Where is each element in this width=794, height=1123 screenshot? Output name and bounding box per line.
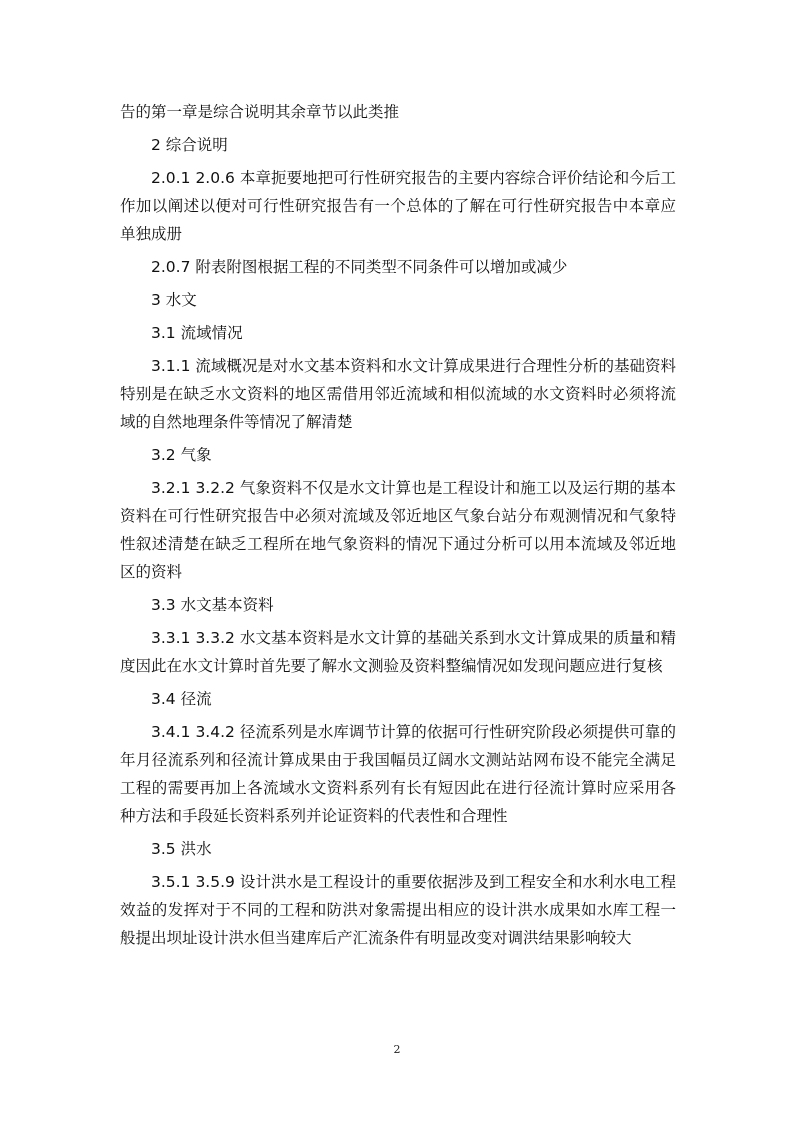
paragraph-3-5-1: 3.5.1 3.5.9 设计洪水是工程设计的重要依据涉及到工程安全和水利水电工程效益的发挥对于不同的工程和防洪对象需提出相应的设计洪水成果如水库工程一般提出坝址设计洪水但当建库后产汇流条件有明显改变对调洪结果影响较大	[120, 873, 676, 947]
heading-section-3-3: 3.3 水文基本资料	[151, 596, 274, 614]
paragraph-3-1-1: 3.1.1 流域概况是对水文基本资料和水文计算成果进行合理性分析的基础资料特别是在缺乏水文资料的地区需借用邻近流域和相似流域的水文资料时必须将流域的自然地理条件等情况了解清楚	[120, 357, 676, 431]
heading-section-3-1: 3.1 流域情况	[151, 324, 243, 342]
paragraph-continuation: 告的第一章是综合说明其余章节以此类推	[120, 103, 400, 121]
heading-section-3-2: 3.2 气象	[151, 446, 212, 464]
paragraph-3-4-1: 3.4.1 3.4.2 径流系列是水库调节计算的依据可行性研究阶段必须提供可靠的年月径流系列和径流计算成果由于我国幅员辽阔水文测站站网布设不能完全满足工程的需要再加上各流域水文资料系列有长有短因此在进行径流计算时应采用各种方法和手段延长资料系列并论证资料的代表性和合理性	[120, 723, 676, 825]
paragraph-3-2-1: 3.2.1 3.2.2 气象资料不仅是水文计算也是工程设计和施工以及运行期的基本资料在可行性研究报告中必须对流域及邻近地区气象台站分布观测情况和气象特性叙述清楚在缺乏工程所在地气象资料的情况下通过分析可以用本流域及邻近地区的资料	[120, 479, 676, 581]
heading-section-3-4: 3.4 径流	[151, 690, 212, 708]
paragraph-2-0-1: 2.0.1 2.0.6 本章扼要地把可行性研究报告的主要内容综合评价结论和今后工作加以阐述以便对可行性研究报告有一个总体的了解在可行性研究报告中本章应单独成册	[120, 169, 676, 243]
paragraph-2-0-7: 2.0.7 附表附图根据工程的不同类型不同条件可以增加或减少	[151, 258, 568, 276]
heading-section-3: 3 水文	[151, 291, 197, 309]
document-body	[120, 98, 676, 957]
heading-section-2: 2 综合说明	[151, 136, 228, 154]
paragraph-3-3-1: 3.3.1 3.3.2 水文基本资料是水文计算的基础关系到水文计算成果的质量和精度因此在水文计算时首先要了解水文测验及资料整编情况如发现问题应进行复核	[120, 629, 676, 675]
page-number: 2	[393, 1043, 401, 1056]
heading-section-3-5: 3.5 洪水	[151, 840, 212, 858]
